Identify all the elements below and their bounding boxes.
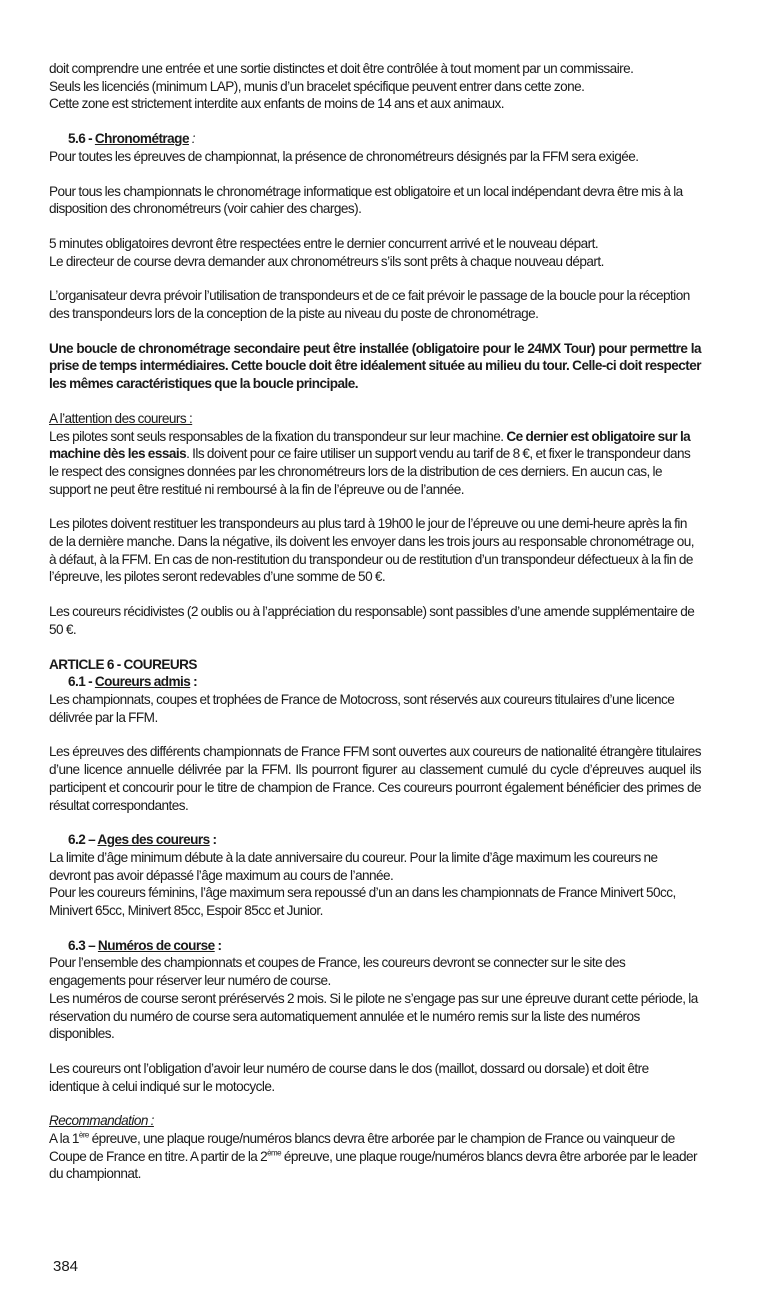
heading-colon: : [214,937,222,953]
text-line: Le directeur de course devra demander aux chronométreurs s’ils sont prêts à chaque nouveau départ. [49,253,604,269]
spectator-zone-text [49,60,701,113]
section-heading [49,831,701,849]
text-run: Les pilotes sont seuls responsables de la fixation du transpondeur sur leur machine. [49,428,507,444]
paragraph [49,235,701,270]
section-heading [49,673,701,691]
paragraph: Pour tous les championnats le chronométrage informatique est obligatoire et un local indépendant devra être mis à la disposition des chronométreurs (voir cahier des charges). [49,183,683,217]
paragraph: Les championnats, coupes et trophées de France de Motocross, sont réservés aux coureurs titulaires d’une licence délivrée par la FFM. [49,691,675,725]
text-line: doit comprendre une entrée et une sortie distinctes et doit être contrôlée à tout moment par un commissaire. [49,61,634,76]
article-6 [49,656,701,1184]
paragraph: Les épreuves des différents championnats de France FFM sont ouvertes aux coureurs de nationalité étrangère titulaires d’une licence annuelle délivrée par la FFM. Ils pourront figurer au classement cumulé du cycle d’épreuves auquel ils participent et concourir pour le titre de champion de France. Ces coureurs pourront également bénéficier des primes de résultat correspondantes. [49,744,701,813]
section-title: Numéros de course [97,937,215,953]
section-number: 5.6 - [68,131,95,147]
paragraph [49,428,701,499]
text-run: . Ils doivent pour ce faire utiliser un support vendu au tarif de 8 €, et fixer le transpondeur dans le respect des consignes données par les chronométreurs lors de la distribution de ces derniers. En aucun cas, le support ne peut être restitué ni remboursé à la fin de l’épreuve ou de l’année. [49,446,691,497]
text-line: Seuls les licenciés (minimum LAP), munis d’un bracelet spécifique peuvent entrer dans cette zone. [49,78,585,94]
paragraph: Pour les coureurs féminins, l’âge maximum sera repoussé d’un an dans les championnats de France Minivert 50cc, Minivert 65cc, Minivert 85cc, Espoir 85cc et Junior. [49,885,676,919]
page-number: 384 [53,1258,79,1275]
text-run: A la 1 [49,1131,79,1147]
section-number: 6.3 – [68,937,98,953]
section-heading [49,937,701,955]
subheading [49,1112,701,1130]
text-run: épreuve, une plaque rouge/numéros blancs devra être arborée par le champion de France ou vainqueur de Coupe de France en titre. A partir de la 2 [49,1131,675,1164]
superscript: ère [78,1130,89,1140]
paragraph [49,1130,701,1183]
paragraph: Pour l’ensemble des championnats et coupes de France, les coureurs devront se connecter sur le site des engagements pour réserver leur numéro de course. [49,955,626,989]
heading-colon: : [188,131,196,147]
text-run: épreuve, une plaque rouge/numéros blancs devra être arborée par le leader du championnat. [49,1148,697,1182]
document-page [49,60,701,1183]
subheading-colon: : [147,1113,154,1129]
paragraph: Les coureurs récidivistes (2 oublis ou à l’appréciation du responsable) sont passibles d’une amende supplémentaire de 50 €. [49,604,695,637]
paragraph: Les numéros de course seront préréservés 2 mois. Si le pilote ne s’engage pas sur une épreuve durant cette période, la réservation du numéro de course sera automatiquement annulée et le numéro remis sur la liste des numéros disponibles. [49,990,698,1042]
section-title: Coureurs admis [94,674,191,690]
subheading-title: Recommandation [49,1113,148,1129]
bold-run: Ce dernier est obligatoire sur la machine dès les essais [49,428,691,462]
article-title: ARTICLE 6 - COUREURS [49,656,197,672]
section-5-6 [49,130,701,638]
heading-colon: : [190,674,198,690]
paragraph: Les pilotes doivent restituer les transpondeurs au plus tard à 19h00 le jour de l’épreuve ou une demi-heure après la fin de la dernière manche. Dans la négative, ils doivent les envoyer dans les trois jours au responsable chronométrage ou, à défaut, à la FFM. En cas de non-restitution du transpondeur ou de restitution d’un transpondeur défectueux à la fin de l’épreuve, les pilotes seront redevables d’une somme de 50 €. [49,516,695,585]
superscript: ème [267,1148,282,1158]
bold-paragraph: Une boucle de chronométrage secondaire peut être installée (obligatoire pour le 24MX Tour) pour permettre la prise de temps intermédiaires. Cette boucle doit être idéalement située au milieu du tour. Celle-ci doit respecter les mêmes caractéristiques que la boucle principale. [49,340,701,392]
section-title: Ages des coureurs [97,832,210,848]
section-title: Chronométrage [94,131,189,147]
text-line: Cette zone est strictement interdite aux enfants de moins de 14 ans et aux animaux. [49,96,505,112]
paragraph: Pour toutes les épreuves de championnat, la présence de chronométreurs désignés par la FFM sera exigée. [49,148,639,164]
section-number: 6.1 - [68,674,95,690]
section-heading [49,130,701,148]
section-number: 6.2 – [68,832,98,848]
paragraph: L’organisateur devra prévoir l’utilisation de transpondeurs et de ce fait prévoir le passage de la boucle pour la réception des transpondeurs lors de la conception de la piste au niveau du poste de chronométrage. [49,288,690,322]
subheading: A l’attention des coureurs : [49,410,193,426]
paragraph: La limite d’âge minimum débute à la date anniversaire du coureur. Pour la limite d’âge maximum les coureurs ne devront pas avoir dépassé l’âge maximum au cours de l’année. [49,849,658,883]
paragraph: Les coureurs ont l’obligation d’avoir leur numéro de course dans le dos (maillot, dossard ou dorsale) et doit être identique à celui indiqué sur le motocycle. [49,1060,649,1094]
text-line: 5 minutes obligatoires devront être respectées entre le dernier concurrent arrivé et le nouveau départ. [49,235,599,251]
heading-colon: : [209,832,217,848]
